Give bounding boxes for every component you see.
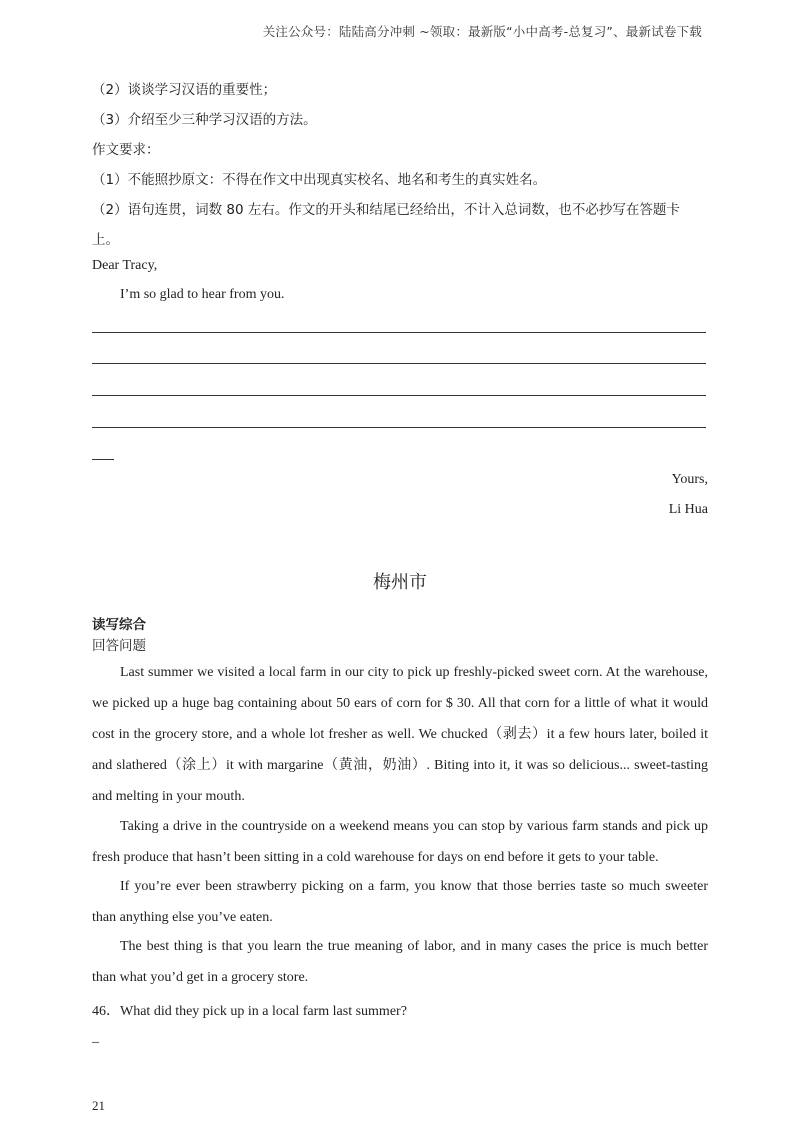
page-number: 21: [92, 1098, 105, 1113]
task-item-2: （2）谈谈学习汉语的重要性；: [92, 82, 277, 98]
writing-line-short[interactable]: [92, 459, 114, 460]
question-number: 46．: [92, 1004, 120, 1019]
writing-line[interactable]: [92, 427, 706, 428]
writing-line[interactable]: [92, 363, 706, 364]
letter-signature: Li Hua: [668, 502, 708, 517]
passage-paragraph: If you’re ever been strawberry picking on a farm, you know that those berries taste so much sweeter than anything else you’ve eaten.: [92, 879, 708, 925]
task-item-3: （3）介绍至少三种学习汉语的方法。: [92, 112, 317, 128]
letter-greeting: Dear Tracy,: [92, 258, 158, 273]
letter-opening: I’m so glad to hear from you.: [120, 287, 285, 302]
city-heading: 梅州市: [373, 572, 427, 593]
passage-paragraph: Last summer we visited a local farm in our city to pick up freshly-picked sweet corn. At the warehouse, we picked up a huge bag containing about 50 ears of corn for $ 30. All that corn for a little of what it would cost in the grocery store, and a whole lot fresher as well. We chucked（剥去）it a few hours later, boiled it and slathered（涂上）it with margarine（黄油，奶油）. Biting into it, it was so delicious... sweet-tasting and melting in your mouth.: [92, 665, 708, 804]
question-text: What did they pick up in a local farm last summer?: [120, 1004, 407, 1019]
question-46: [92, 1000, 407, 1020]
section-subtitle: 回答问题: [92, 638, 146, 654]
page-header: 关注公众号：陆陆高分冲刺 ~领取：最新版“小中高考-总复习”、最新试卷下载: [262, 24, 702, 39]
requirement-1: （1）不能照抄原文：不得在作文中出现真实校名、地名和考生的真实姓名。: [92, 172, 547, 188]
requirements-title: 作文要求：: [92, 142, 160, 158]
writing-line[interactable]: [92, 332, 706, 333]
letter-closing: Yours,: [671, 472, 708, 487]
requirement-2-line-1: （2）语句连贯，词数 80 左右。作文的开头和结尾已经给出，不计入总词数，也不必抄写在答题卡: [92, 202, 680, 218]
requirement-2-line-2: 上。: [92, 232, 119, 248]
section-title: 读写综合: [92, 617, 146, 633]
passage-paragraph: Taking a drive in the countryside on a weekend means you can stop by various farm stands and pick up fresh produce that hasn’t been sitting in a cold warehouse for days on end before it gets to your table.: [92, 819, 708, 865]
writing-line[interactable]: [92, 395, 706, 396]
passage-paragraph: The best thing is that you learn the true meaning of labor, and in many cases the price is much better than what you’d get in a grocery store.: [92, 939, 708, 985]
answer-blank[interactable]: _: [92, 1030, 99, 1045]
